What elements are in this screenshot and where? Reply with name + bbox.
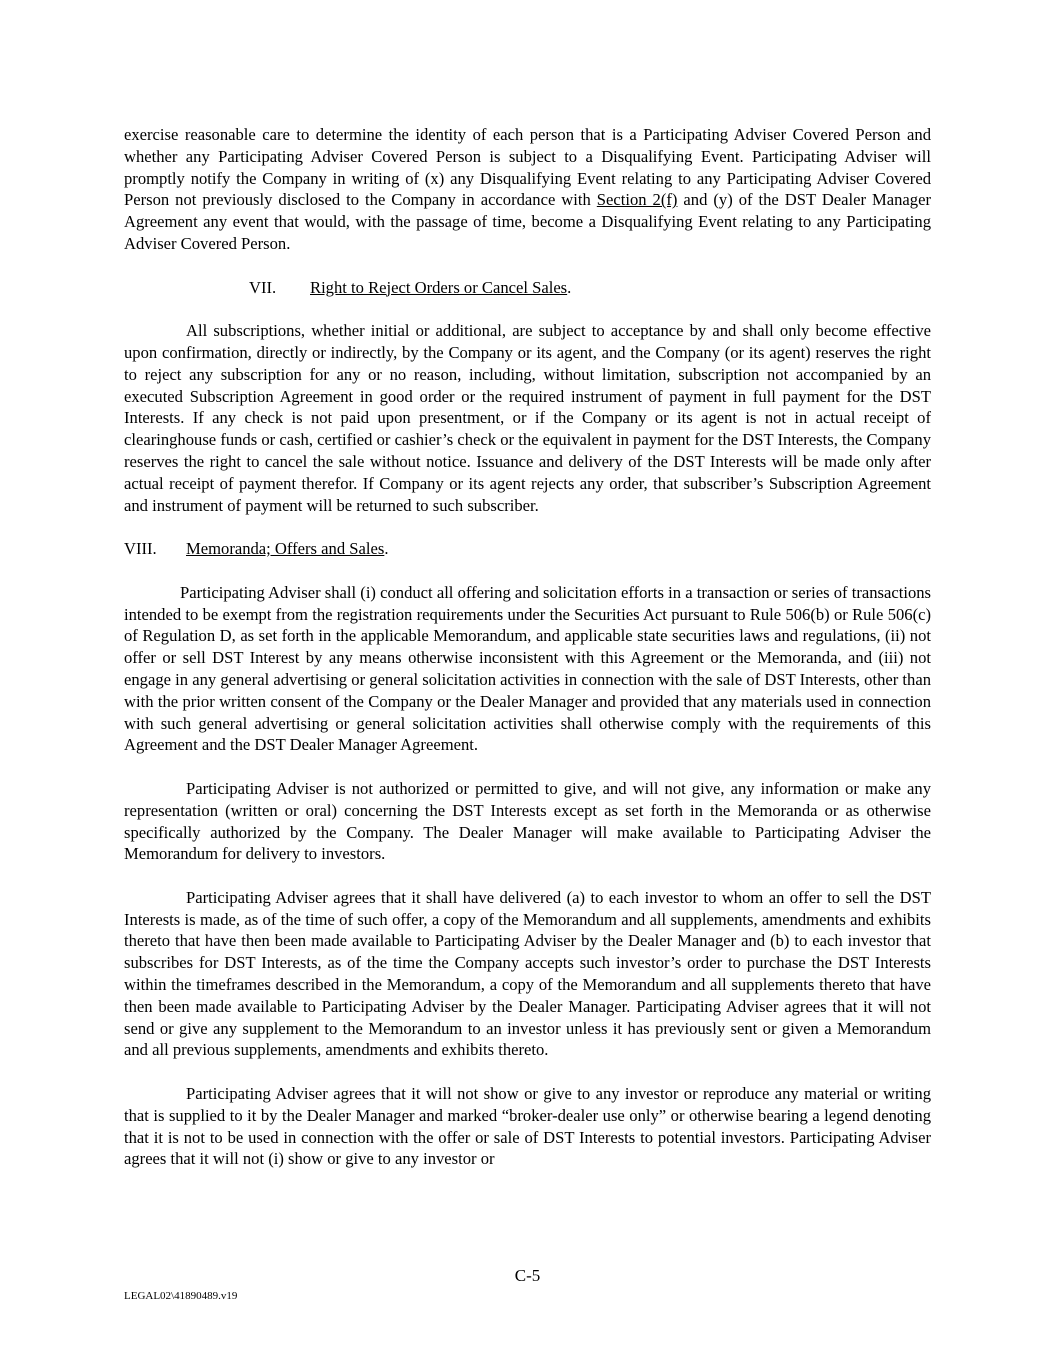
section-title: Right to Reject Orders or Cancel Sales [310, 277, 568, 297]
section-heading-viii [124, 538, 931, 560]
section-title-period: . [567, 277, 572, 297]
paragraph-text: exercise reasonable care to determine the identity of each person that is a Participating Adviser Covered Person and whether any Participating Adviser Covered Person is subject to a Disqualifying Event. Participating Adviser will promptly notify the Company in writing of (x) any Disqualifying Event relating to any Participating Adviser Covered Person not previously disclosed to the Company in accordance with [124, 125, 931, 210]
paragraph-memorandum-delivery: Participating Adviser agrees that it shall have delivered (a) to each investor to whom an offer to sell the DST Interests is made, as of the time of such offer, a copy of the Memorandum and all supplements, amendments and exhibits thereto that have then been made available to Participating Adviser by the Dealer Manager and (b) to each investor that subscribes for DST Interests, as of the time the Company accepts such investor’s order to purchase the DST Interests within the timeframes described in the Memorandum, a copy of the Memorandum and all supplements thereto that have then been made available to Participating Adviser by the Dealer Manager. Participating Adviser agrees that it will not send or give any supplement to the Memorandum to an investor unless it has previously sent or given a Memorandum and all previous supplements, amendments and exhibits thereto. [124, 887, 931, 1060]
section-title-period: . [384, 539, 389, 559]
section-title: Memoranda; Offers and Sales [186, 539, 385, 559]
paragraph-text: and (y) of the DST Dealer Manager Agreement any event that would, with the passage of time, become a Disqualifying Event relating to any Participating Adviser Covered Person. [124, 190, 931, 253]
document-body [124, 124, 931, 1192]
paragraph-authorized-information: Participating Adviser is not authorized or permitted to give, and will not give, any information or make any representation (written or oral) concerning the DST Interests except as set forth in the Memoranda or as otherwise specifically authorized by the Company. The Dealer Manager will make available to Participating Adviser the Memorandum for delivery to investors. [124, 778, 931, 864]
paragraph-broker-dealer-use: Participating Adviser agrees that it will not show or give to any investor or reproduce any material or writing that is supplied to it by the Dealer Manager and marked “broker-dealer use only” or otherwise bearing a legend denoting that it is not to be used in connection with the offer or sale of DST Interests to potential investors. Participating Adviser agrees that it will not (i) show or give to any investor or [124, 1084, 931, 1169]
section-number: VII. [249, 277, 277, 297]
document-id: LEGAL02\41890489.v19 [124, 1290, 238, 1302]
section-heading-vii [124, 277, 931, 299]
page-number: C-5 [514, 1266, 541, 1285]
paragraph-offering-efforts: Participating Adviser shall (i) conduct all offering and solicitation efforts in a transaction or series of transactions intended to be exempt from the registration requirements under the Securities Act pursuant to Rule 506(b) or Rule 506(c) of Regulation D, as set forth in the applicable Memorandum, and applicable state securities laws and regulations, (ii) not offer or sell DST Interest by any means otherwise inconsistent with this Agreement or the Memoranda, and (iii) not engage in any general advertising or general solicitation activities in connection with the sale of DST Interests, other than with the prior written consent of the Company or the Dealer Manager and provided that any materials used in connection with such general advertising or general solicitation activities shall otherwise comply with the requirements of this Agreement and the DST Dealer Manager Agreement. [124, 582, 931, 755]
paragraph-reject-orders: All subscriptions, whether initial or additional, are subject to acceptance by and shall only become effective upon confirmation, directly or indirectly, by the Company or its agent, and the Company (or its agent) reserves the right to reject any subscription for any or no reason, including, without limitation, subscription not accompanied by an executed Subscription Agreement in good order or the required instrument of payment in full payment for the DST Interests. If any check is not paid upon presentment, or if the Company or its agent is not in actual receipt of clearinghouse funds or cash, certified or cashier’s check or the equivalent in payment for the DST Interests, the Company reserves the right to cancel the sale without notice. Issuance and delivery of the DST Interests will be made only after actual receipt of payment therefor. If Company or its agent rejects any order, that subscriber’s Subscription Agreement and instrument of payment will be returned to such subscriber. [124, 321, 931, 515]
section-number: VIII. [124, 539, 157, 559]
section-2f-reference: Section 2(f) [596, 190, 678, 210]
paragraph-disqualifying-event [124, 124, 931, 255]
